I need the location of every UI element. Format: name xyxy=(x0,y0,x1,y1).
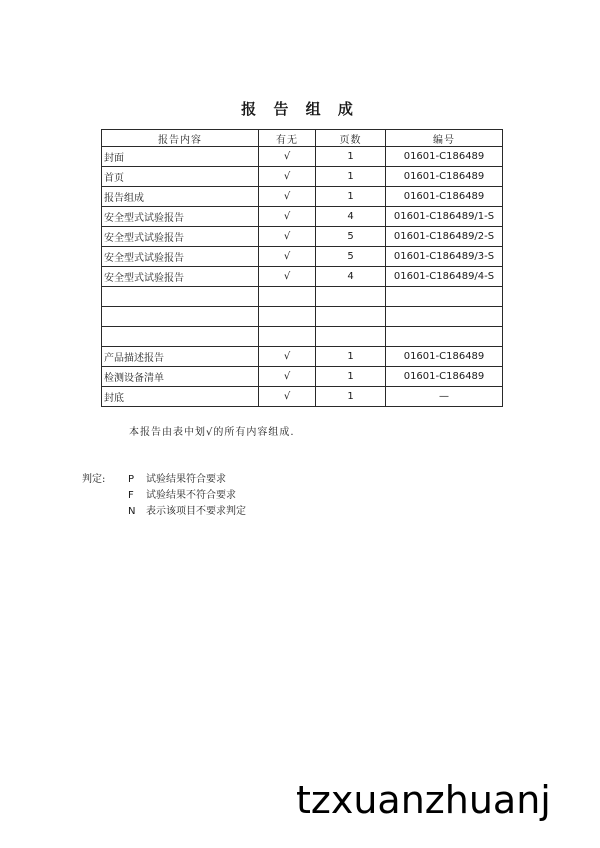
judgement-item xyxy=(128,472,246,488)
judgement-item xyxy=(128,488,246,504)
judgement-text-n: 表示该项目不要求判定 xyxy=(146,506,246,517)
table-row xyxy=(102,347,503,367)
judgement-text-f: 试验结果不符合要求 xyxy=(146,490,236,501)
judgement-label: 判定: xyxy=(82,474,106,485)
cell-code: 01601-C186489/1-S xyxy=(386,207,503,227)
cell-has: √ xyxy=(259,207,316,227)
report-composition-table xyxy=(101,129,503,407)
cell-content: 安全型式试验报告 xyxy=(102,247,259,267)
cell-content xyxy=(102,327,259,347)
cell-code: 01601-C186489 xyxy=(386,187,503,207)
cell-has: √ xyxy=(259,367,316,387)
cell-content: 安全型式试验报告 xyxy=(102,207,259,227)
header-code: 编号 xyxy=(386,130,503,147)
judgement-item xyxy=(128,504,246,520)
cell-code: 01601-C186489 xyxy=(386,347,503,367)
table-row xyxy=(102,287,503,307)
table-row xyxy=(102,227,503,247)
header-content: 报告内容 xyxy=(102,130,259,147)
cell-has: √ xyxy=(259,247,316,267)
judgement-code-p: P xyxy=(128,474,135,485)
cell-pages: 5 xyxy=(316,247,386,267)
table-row xyxy=(102,267,503,287)
cell-pages xyxy=(316,307,386,327)
cell-code xyxy=(386,307,503,327)
cell-has xyxy=(259,307,316,327)
cell-pages: 1 xyxy=(316,367,386,387)
cell-content xyxy=(102,287,259,307)
judgement-code-n: N xyxy=(128,506,136,517)
cell-content: 首页 xyxy=(102,167,259,187)
cell-has xyxy=(259,327,316,347)
table-body xyxy=(102,147,503,407)
table-row xyxy=(102,367,503,387)
header-has: 有无 xyxy=(259,130,316,147)
cell-code: 01601-C186489 xyxy=(386,367,503,387)
cell-content: 安全型式试验报告 xyxy=(102,227,259,247)
watermark-text: tzxuanzhuanj xyxy=(296,778,551,822)
cell-pages: 5 xyxy=(316,227,386,247)
cell-content: 产品描述报告 xyxy=(102,347,259,367)
cell-content: 报告组成 xyxy=(102,187,259,207)
cell-pages xyxy=(316,287,386,307)
table-row xyxy=(102,247,503,267)
cell-pages: 1 xyxy=(316,167,386,187)
cell-code xyxy=(386,327,503,347)
cell-pages: 1 xyxy=(316,387,386,407)
judgement-legend xyxy=(82,472,246,520)
cell-has: √ xyxy=(259,187,316,207)
table-row xyxy=(102,147,503,167)
cell-code: 01601-C186489/3-S xyxy=(386,247,503,267)
table-row xyxy=(102,387,503,407)
cell-content: 安全型式试验报告 xyxy=(102,267,259,287)
cell-content xyxy=(102,307,259,327)
cell-has: √ xyxy=(259,347,316,367)
table-row xyxy=(102,307,503,327)
cell-code: 01601-C186489/4-S xyxy=(386,267,503,287)
cell-content: 封底 xyxy=(102,387,259,407)
table-header-row xyxy=(102,130,503,147)
table-row xyxy=(102,187,503,207)
judgement-code-f: F xyxy=(128,490,134,501)
cell-pages: 4 xyxy=(316,207,386,227)
cell-pages: 1 xyxy=(316,347,386,367)
table-row xyxy=(102,167,503,187)
cell-content: 封面 xyxy=(102,147,259,167)
cell-has: √ xyxy=(259,387,316,407)
judgement-text-p: 试验结果符合要求 xyxy=(146,474,226,485)
cell-code: 01601-C186489/2-S xyxy=(386,227,503,247)
page-title: 报 告 组 成 xyxy=(241,100,359,118)
cell-content: 检测设备清单 xyxy=(102,367,259,387)
table-row xyxy=(102,327,503,347)
cell-has: √ xyxy=(259,147,316,167)
cell-has: √ xyxy=(259,167,316,187)
cell-has: √ xyxy=(259,267,316,287)
cell-pages: 1 xyxy=(316,147,386,167)
cell-pages: 1 xyxy=(316,187,386,207)
cell-code: — xyxy=(386,387,503,407)
cell-code: 01601-C186489 xyxy=(386,167,503,187)
cell-code xyxy=(386,287,503,307)
table-row xyxy=(102,207,503,227)
cell-code: 01601-C186489 xyxy=(386,147,503,167)
cell-pages xyxy=(316,327,386,347)
cell-has xyxy=(259,287,316,307)
cell-pages: 4 xyxy=(316,267,386,287)
cell-has: √ xyxy=(259,227,316,247)
header-pages: 页数 xyxy=(316,130,386,147)
composition-note: 本报告由表中划√的所有内容组成. xyxy=(129,427,295,438)
